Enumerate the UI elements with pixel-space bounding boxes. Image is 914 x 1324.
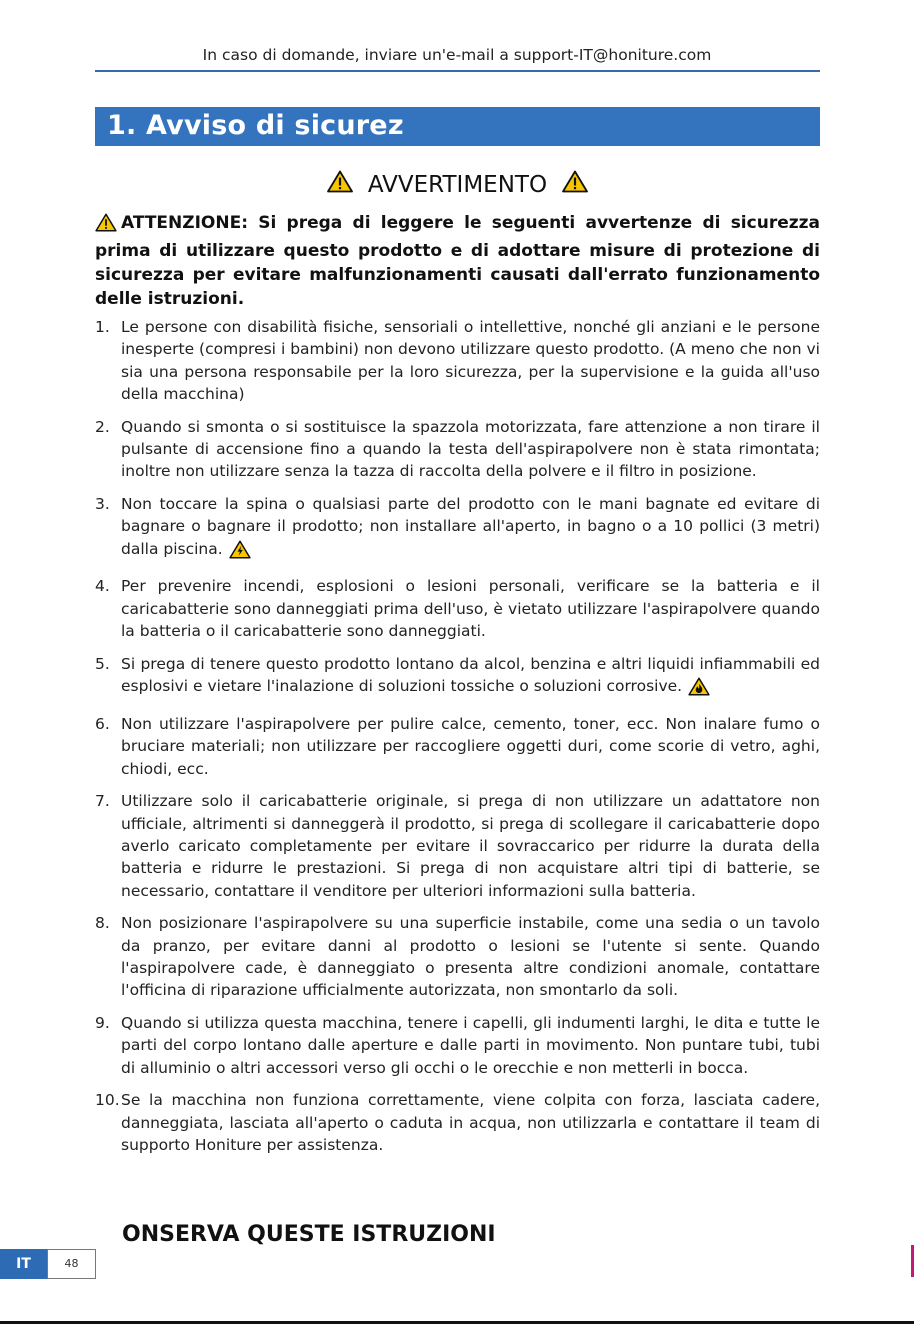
list-item <box>95 316 820 405</box>
warning-triangle-icon <box>95 213 117 239</box>
rule-text: Per prevenire incendi, esplosioni o lesioni personali, verificare se la batteria e il caricabatterie sono danneggiati prima dell'uso, è vietato utilizzare l'aspirapolvere quando la batteria o il caricabatterie sono danneggiati. <box>121 577 820 641</box>
attention-notice <box>95 211 820 311</box>
rule-number: 10. <box>95 1091 120 1110</box>
closing-heading: ONSERVA QUESTE ISTRUZIONI <box>122 1222 496 1247</box>
list-item <box>95 493 820 565</box>
rule-text: Non posizionare l'aspirapolvere su una superficie instabile, come una sedia o un tavolo da pranzo, per evitare danni al prodotto o lesioni se l'utente si sente. Quando l'aspirapolvere cade, è danneggiato o presenta altre condizioni anomale, contattare l'officina di riparazione ufficialmente autorizzata, non smontarlo da soli. <box>121 914 820 1000</box>
header-contact-line: In caso di domande, inviare un'e-mail a support-IT@honiture.com <box>202 46 712 64</box>
electric-hazard-icon <box>229 540 251 565</box>
rule-number: 3. <box>95 495 110 514</box>
rule-number: 1. <box>95 318 110 336</box>
section-title: 1. Avviso di sicurez <box>107 110 404 141</box>
rule-text: Non toccare la spina o qualsiasi parte del prodotto con le mani bagnate ed evitare di bagnare o bagnare il prodotto; non installare all'aperto, in bagno o a 10 pollici (3 metri) dalla piscina. <box>121 495 820 558</box>
list-item <box>95 416 820 483</box>
rule-text: Le persone con disabilità fisiche, sensoriali o intellettive, nonché gli anziani e le persone inesperte (compresi i bambini) non devono utilizzare questo prodotto. (A meno che non vi sia una persona responsabile per la loro sicurezza, per la supervisione e la guida all'uso della macchina) <box>121 318 820 403</box>
rule-number: 7. <box>95 792 110 811</box>
safety-rules-list <box>95 316 820 1167</box>
list-item <box>95 790 820 901</box>
language-tab: IT <box>0 1249 47 1279</box>
rule-text: Quando si smonta o si sostituisce la spazzola motorizzata, fare attenzione a non tirare il pulsante di accensione fino a quando la testa dell'aspirapolvere non è stata rimontata; inoltre non utilizzare senza la tazza di raccolta della polvere e il filtro in posizione. <box>121 417 820 481</box>
rule-number: 4. <box>95 577 110 596</box>
list-item <box>95 1012 820 1079</box>
attention-text: ATTENZIONE: Si prega di leggere le seguenti avvertenze di sicurezza prima di utilizzare questo prodotto e di adottare misure di protezione di sicurezza per evitare malfunzionamenti causati dall'errato funzionamento delle istruzioni. <box>95 213 820 309</box>
warning-triangle-icon <box>327 170 353 199</box>
rule-text: Utilizzare solo il caricabatterie originale, si prega di non utilizzare un adattatore non ufficiale, altrimenti si danneggerà il prodotto, si prega di scollegare il caricabatterie dopo averlo caricato completamente per evitare il sovraccarico per ridurre la durata della batteria e ridurre le prestazioni. Si prega di non acquistare altri tipi di batterie, se necessario, contattare il venditore per ulteriori informazioni sulla batteria. <box>121 792 820 900</box>
fire-hazard-icon <box>688 677 710 702</box>
list-item <box>95 713 820 780</box>
rule-text: Se la macchina non funziona correttamente, viene colpita con forza, lasciata cadere, danneggiata, lasciata all'aperto o caduta in acqua, non utilizzarla e contattare il team di supporto Honiture per assistenza. <box>121 1091 820 1154</box>
rule-number: 8. <box>95 914 110 933</box>
rule-text: Quando si utilizza questa macchina, tenere i capelli, gli indumenti larghi, le dita e tutte le parti del corpo lontano dalle aperture e dalle parti in movimento. Non puntare tubi, tubi di alluminio o altri accessori verso gli occhi o le orecchie e non metterli in bocca. <box>121 1014 820 1077</box>
rule-text: Non utilizzare l'aspirapolvere per pulire calce, cemento, toner, ecc. Non inalare fumo o bruciare materiali; non utilizzare per raccogliere oggetti duri, come scorie di vetro, aghi, chiodi, ecc. <box>121 714 820 778</box>
list-item <box>95 575 820 642</box>
list-item <box>95 1089 820 1156</box>
rule-number: 6. <box>95 714 110 733</box>
rule-number: 2. <box>95 417 110 436</box>
list-item <box>95 912 820 1001</box>
warning-heading-text: AVVERTIMENTO <box>367 171 548 198</box>
rule-number: 5. <box>95 654 110 673</box>
header-divider <box>95 70 820 72</box>
rule-text: Si prega di tenere questo prodotto lontano da alcol, benzina e altri liquidi infiammabili ed esplosivi e vietare l'inalazione di soluzioni tossiche o soluzioni corrosive. <box>121 654 820 696</box>
warning-triangle-icon <box>562 170 588 199</box>
section-banner <box>95 107 820 146</box>
list-item <box>95 653 820 703</box>
warning-heading <box>95 170 820 199</box>
rule-number: 9. <box>95 1014 110 1033</box>
page-number: 48 <box>47 1249 96 1279</box>
